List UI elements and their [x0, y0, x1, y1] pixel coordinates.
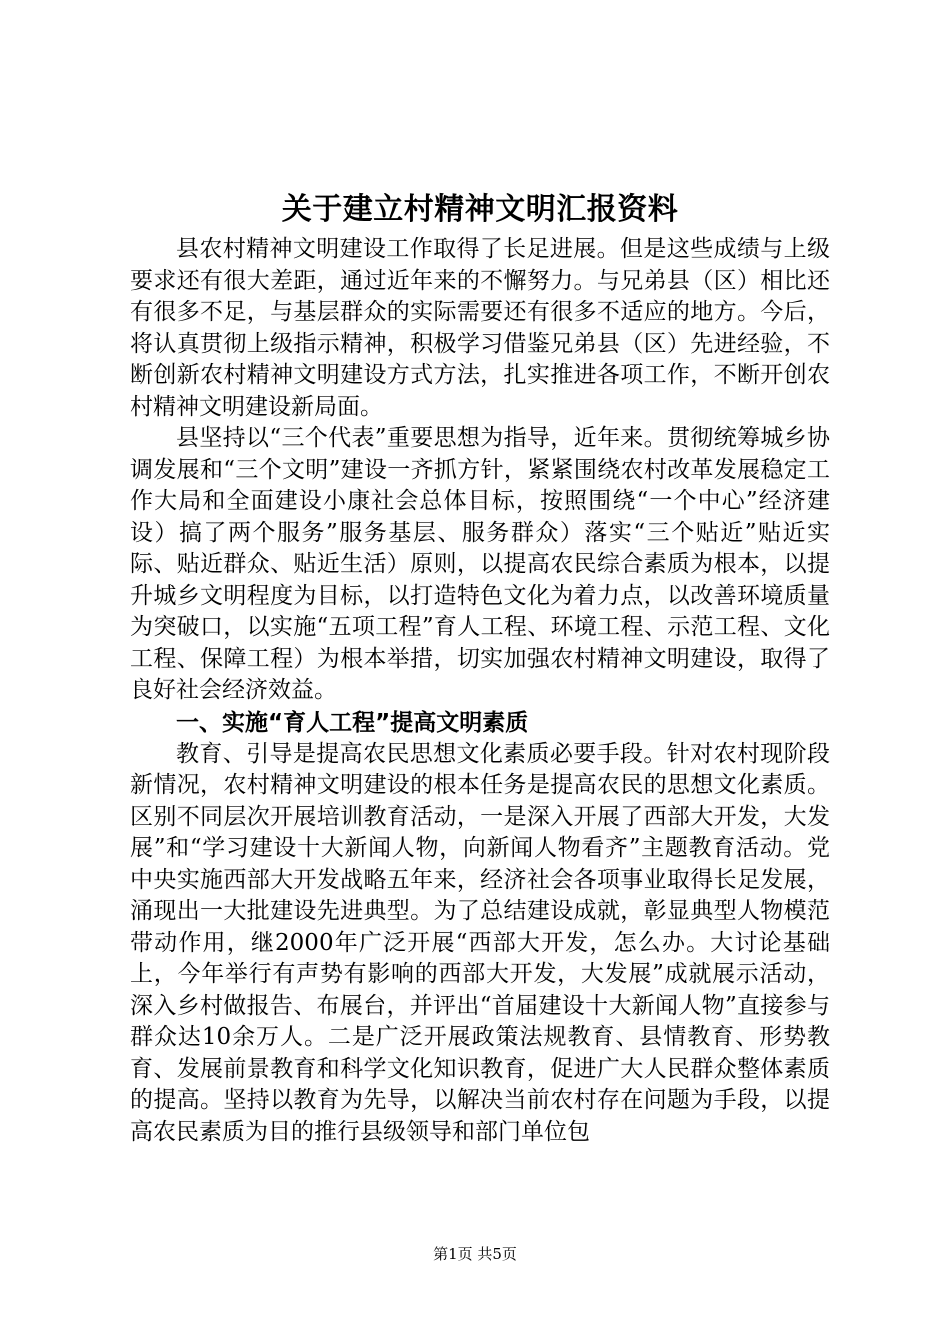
document-body [130, 190, 830, 1148]
section-heading: 一、实施“育人工程”提高文明素质 [176, 709, 529, 736]
intro-paragraph: 县农村精神文明建设工作取得了长足进展。但是这些成绩与上级要求还有很大差距，通过近年来的不懈努力。与兄弟县（区）相比还有很多不足，与基层群众的实际需要还有很多不适应的地方。今后，将认真贯彻上级指示精神，积极学习借鉴兄弟县（区）先进经验，不断创新农村精神文明建设方式方法，扎实推进各项工作，不断开创农村精神文明建设新局面。 [130, 236, 830, 420]
section-paragraph: 教育、引导是提高农民思想文化素质必要手段。针对农村现阶段新情况，农村精神文明建设的根本任务是提高农民的思想文化素质。区别不同层次开展培训教育活动，一是深入开展了西部大开发，大发展”和“学习建设十大新闻人物，向新闻人物看齐”主题教育活动。党中央实施西部大开发战略五年来，经济社会各项事业取得长足发展，涌现出一大批建设先进典型。为了总结建设成就，彰显典型人物模范带动作用，继2000年广泛开展“西部大开发，怎么办。大讨论基础上，今年举行有声势有影响的西部大开发，大发展”成就展示活动，深入乡村做报告、布展台，并评出“首届建设十大新闻人物”直接参与群众达10余万人。二是广泛开展政策法规教育、县情教育、形势教育、发展前景教育和科学文化知识教育，促进广大人民群众整体素质的提高。坚持以教育为先导，以解决当前农村存在问题为手段，以提高农民素质为目的推行县级领导和部门单位包 [130, 740, 830, 1145]
guiding-principle-paragraph: 县坚持以“三个代表”重要思想为指导，近年来。贯彻统筹城乡协调发展和“三个文明”建设一齐抓方针，紧紧围绕农村改革发展稳定工作大局和全面建设小康社会总体目标，按照围绕“一个中心”经济建设）搞了两个服务”服务基层、服务群众）落实“三个贴近”贴近实际、贴近群众、贴近生活）原则，以提高农民综合素质为根本，以提升城乡文明程度为目标，以打造特色文化为着力点，以改善环境质量为突破口，以实施“五项工程”育人工程、环境工程、示范工程、文化工程、保障工程）为根本举措，切实加强农村精神文明建设，取得了良好社会经济效益。 [130, 425, 830, 703]
document-title: 关于建立村精神文明汇报资料 [281, 192, 679, 227]
page-number-footer: 第1页 共5页 [433, 1245, 517, 1263]
